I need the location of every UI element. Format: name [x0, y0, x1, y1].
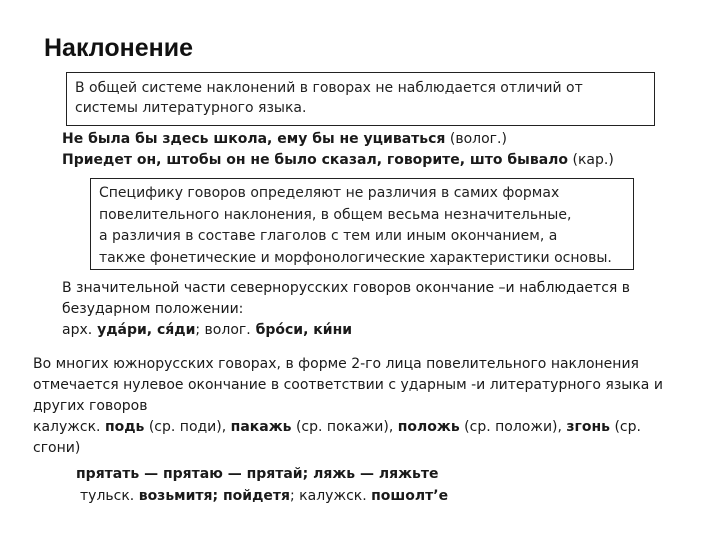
example-2-region: (кар.): [568, 152, 614, 168]
north-examples: [62, 320, 630, 341]
example-4-word-kaluga: пошолт’е: [371, 488, 449, 504]
example-4-words-tula: возьмитя; пойдетя: [138, 488, 291, 504]
south-word-polozh: положь: [397, 419, 460, 435]
south-line-2: отмечается нулевое окончание в соответствии с ударным -и литературного языка и: [33, 377, 663, 393]
page-title: Наклонение: [44, 34, 193, 62]
specifics-box: [90, 178, 634, 270]
north-arkh-words: уда́ри, ся́ди: [92, 322, 196, 338]
definition-box: [66, 72, 655, 126]
specifics-line-4: также фонетические и морфонологические характеристики основы.: [99, 249, 612, 266]
example-line-2: [62, 152, 614, 168]
specifics-line-1: Специфику говоров определяют не различия в самих формах: [99, 185, 560, 201]
south-gloss-pokazhi: (ср. покажи),: [291, 419, 398, 435]
north-line-2: безударном положении:: [62, 301, 244, 317]
south-line-1: Во многих южнорусских говорах, в форме 2-го лица повелительного наклонения: [33, 356, 639, 372]
north-volog-words: бро́си, ки́ни: [250, 322, 353, 338]
south-word-pod: подь: [104, 419, 145, 435]
example-2-text: Приедет он, штобы он не было сказал, говорите, што бывало: [62, 152, 569, 168]
example-line-3: прятать — прятаю — прятай; ляжь — ляжьте: [76, 466, 439, 482]
south-gloss-polozhi: (ср. положи),: [459, 419, 567, 435]
example-1-text: Не была бы здесь школа, ему бы не уциваться: [62, 131, 446, 147]
example-line-1: [62, 131, 507, 147]
north-paragraph: [62, 278, 630, 341]
north-region-arkh: арх.: [62, 322, 93, 338]
south-line-3: других говоров: [33, 398, 148, 414]
specifics-line-2: повелительного наклонения, в общем весьма незначительные,: [99, 206, 572, 223]
example-line-4: [80, 488, 448, 504]
south-word-pakazh: пакажь: [230, 419, 292, 435]
example-4-region-tula: тульск.: [80, 488, 139, 504]
definition-line-2: системы литературного языка.: [75, 100, 307, 116]
south-word-zgon: згонь: [566, 419, 610, 435]
specifics-line-3: а различия в составе глаголов с тем или иным окончанием, а: [99, 228, 558, 244]
south-paragraph: [33, 354, 663, 459]
south-region-kaluga: калужск.: [33, 419, 105, 435]
example-4-region-kaluga: ; калужск.: [290, 488, 372, 504]
south-gloss-sr: (ср.: [610, 419, 641, 435]
definition-line-1: В общей системе наклонений в говорах не наблюдается отличий от: [75, 80, 583, 96]
north-region-volog: ; волог.: [195, 322, 251, 338]
example-1-region: (волог.): [445, 131, 507, 147]
north-line-1: В значительной части севернорусских говоров окончание –и наблюдается в: [62, 280, 631, 296]
south-line-5: сгони): [33, 440, 81, 456]
south-gloss-podi: (ср. поди),: [144, 419, 231, 435]
south-line-4: [33, 417, 663, 438]
